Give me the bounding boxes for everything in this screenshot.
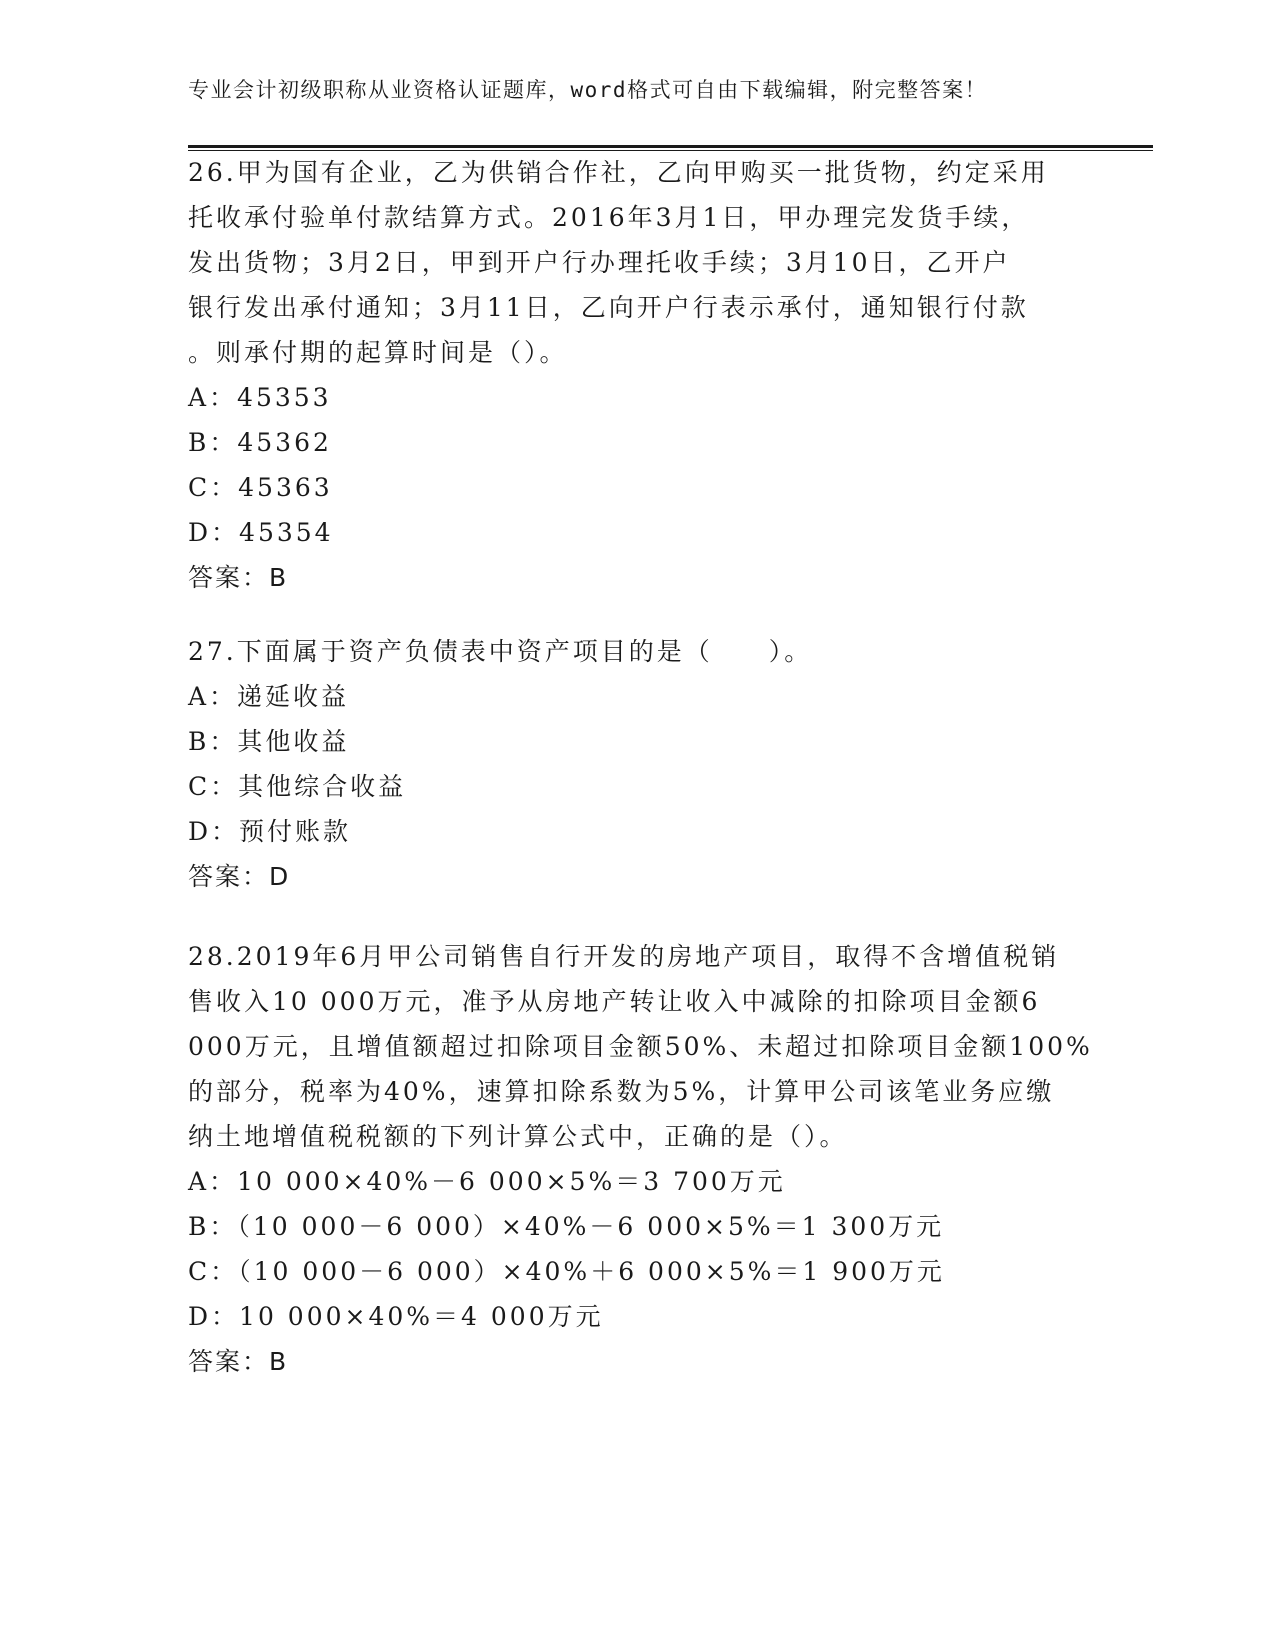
question-stem-line: 纳土地增值税税额的下列计算公式中，正确的是（）。 xyxy=(188,1122,848,1151)
question-stem-line: 银行发出承付通知；3月11日，乙向开户行表示承付，通知银行付款 xyxy=(188,293,1029,322)
option-c: C：（10 000－6 000）×40%＋6 000×5%＝1 900万元 xyxy=(188,1257,945,1286)
answer-label: 答案：D xyxy=(188,862,291,891)
question-stem-line: 28.2019年6月甲公司销售自行开发的房地产项目，取得不含增值税销 xyxy=(188,942,1060,971)
option-c: C：45363 xyxy=(188,473,333,502)
answer-label: 答案：B xyxy=(188,1347,289,1376)
question-26 xyxy=(188,150,1088,600)
question-stem-line: 26.甲为国有企业，乙为供销合作社，乙向甲购买一批货物，约定采用 xyxy=(188,158,1049,187)
option-a: A：10 000×40%－6 000×5%＝3 700万元 xyxy=(188,1167,786,1196)
question-stem-line: 售收入10 000万元，准予从房地产转让收入中减除的扣除项目金额6 xyxy=(188,987,1041,1016)
question-stem-line: 发出货物；3月2日，甲到开户行办理托收手续；3月10日，乙开户 xyxy=(188,248,1011,277)
option-c: C：其他综合收益 xyxy=(188,772,407,801)
option-d: D：10 000×40%＝4 000万元 xyxy=(188,1302,604,1331)
option-b: B：其他收益 xyxy=(188,727,350,756)
answer-label: 答案：B xyxy=(188,563,289,592)
option-b: B：（10 000－6 000）×40%－6 000×5%＝1 300万元 xyxy=(188,1212,945,1241)
question-stem-line: 27.下面属于资产负债表中资产项目的是（ ）。 xyxy=(188,637,813,666)
option-d: D：45354 xyxy=(188,518,334,547)
header-rule-thick xyxy=(188,145,1153,148)
question-27 xyxy=(188,629,1088,899)
option-a: A：45353 xyxy=(188,383,332,412)
page-header: 专业会计初级职称从业资格认证题库，word格式可自由下载编辑，附完整答案！ xyxy=(188,78,988,102)
option-a: A：递延收益 xyxy=(188,682,350,711)
option-d: D：预付账款 xyxy=(188,817,352,846)
option-b: B：45362 xyxy=(188,428,332,457)
question-stem-line: 000万元，且增值额超过扣除项目金额50%、未超过扣除项目金额100% xyxy=(188,1032,1093,1061)
question-stem-line: 托收承付验单付款结算方式。2016年3月1日，甲办理完发货手续， xyxy=(188,203,1030,232)
question-stem-line: 。则承付期的起算时间是（）。 xyxy=(188,338,568,367)
question-stem-line: 的部分，税率为40%，速算扣除系数为5%，计算甲公司该笔业务应缴 xyxy=(188,1077,1055,1106)
question-28 xyxy=(188,934,1093,1384)
